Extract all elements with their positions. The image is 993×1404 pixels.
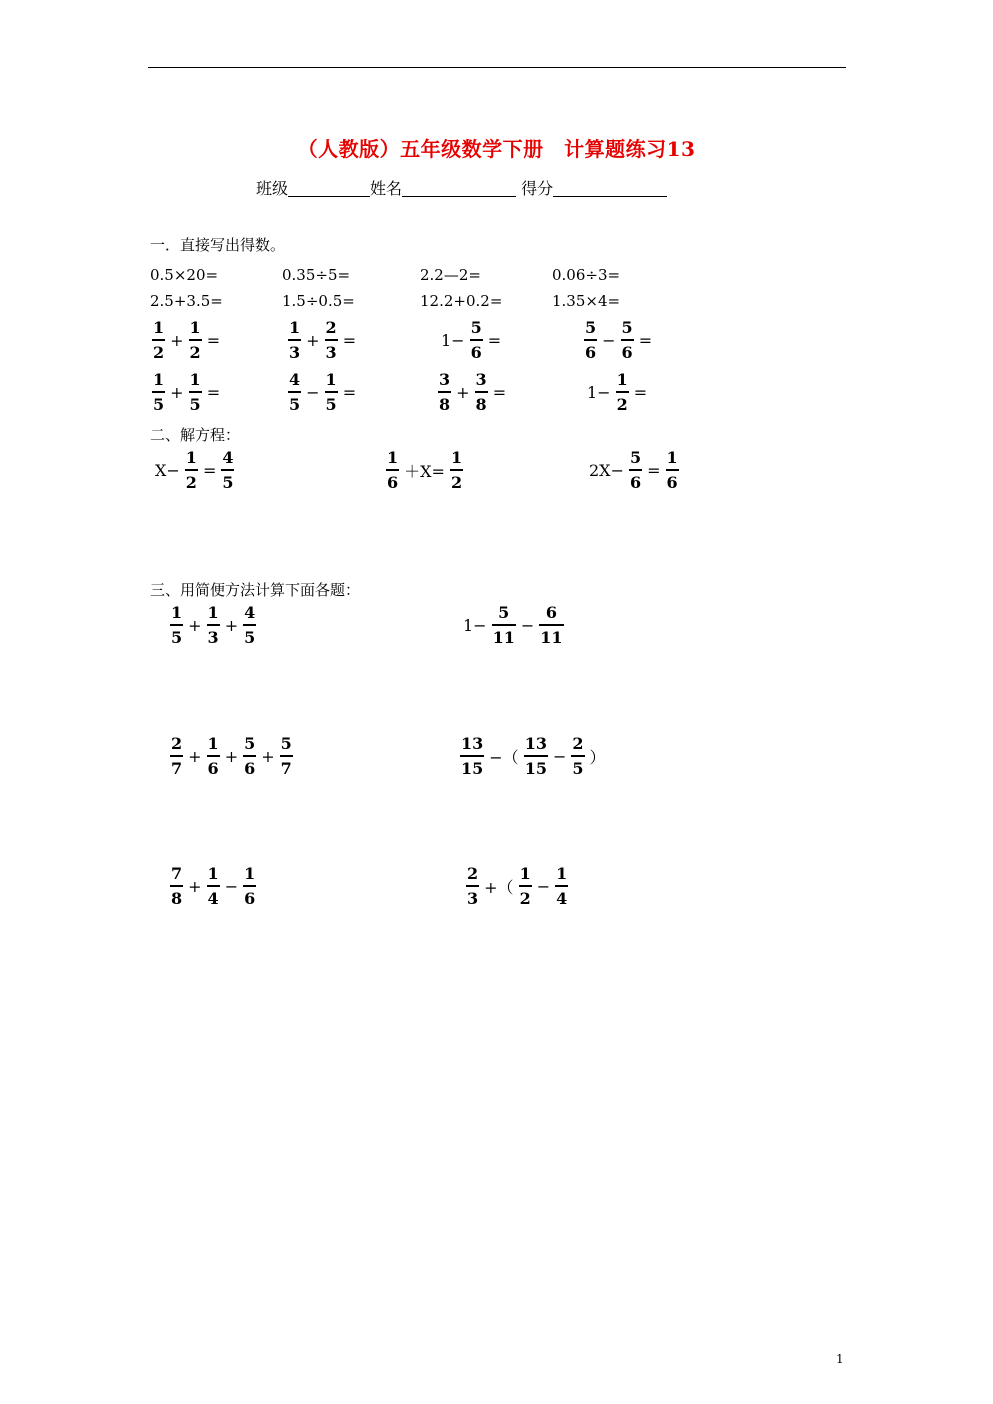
denominator: 2 bbox=[185, 472, 197, 492]
operator: + bbox=[224, 615, 239, 635]
denominator: 8 bbox=[475, 394, 487, 414]
problem: 0.35÷5= bbox=[282, 266, 351, 284]
fraction bbox=[185, 450, 198, 491]
numerator: 6 bbox=[545, 603, 557, 622]
numerator: 2 bbox=[572, 734, 584, 753]
numerator: 5 bbox=[585, 318, 597, 337]
problem: 0.06÷3= bbox=[552, 266, 621, 284]
operator: 1− bbox=[587, 382, 611, 402]
header-rule bbox=[148, 67, 846, 68]
denominator: 2 bbox=[189, 342, 201, 362]
operator: = bbox=[202, 460, 217, 480]
operator: + bbox=[261, 746, 275, 766]
fraction bbox=[288, 320, 301, 361]
name-label: 姓名 bbox=[370, 179, 403, 198]
numerator: 2 bbox=[171, 734, 183, 753]
fraction bbox=[152, 372, 165, 413]
operator: 1− bbox=[463, 615, 487, 635]
numerator: 1 bbox=[289, 318, 301, 337]
numerator: 4 bbox=[222, 448, 234, 467]
operator: = bbox=[487, 330, 502, 350]
operator: +（ bbox=[484, 877, 514, 897]
score-label: 得分 bbox=[521, 179, 554, 198]
simplify-problem bbox=[168, 866, 258, 907]
numerator: 13 bbox=[461, 734, 484, 753]
problem: 1.5÷0.5= bbox=[282, 292, 355, 310]
fraction bbox=[539, 605, 563, 646]
operator: + bbox=[456, 382, 470, 402]
denominator: 5 bbox=[171, 627, 183, 647]
simplify-problem bbox=[168, 605, 258, 646]
class-blank bbox=[288, 179, 370, 197]
numerator: 1 bbox=[207, 603, 219, 622]
numerator: 2 bbox=[467, 864, 479, 883]
numerator: 1 bbox=[450, 448, 463, 467]
equation bbox=[384, 450, 465, 491]
denominator: 15 bbox=[524, 758, 547, 778]
problem: 2.5+3.5= bbox=[150, 292, 223, 310]
fraction bbox=[519, 866, 532, 907]
fraction bbox=[621, 320, 634, 361]
denominator: 5 bbox=[572, 758, 584, 778]
name-blank bbox=[402, 179, 516, 197]
fraction bbox=[280, 736, 293, 777]
denominator: 5 bbox=[153, 394, 165, 414]
numerator: 5 bbox=[244, 734, 256, 753]
operator: = bbox=[206, 382, 221, 402]
denominator: 6 bbox=[387, 472, 399, 492]
numerator: 1 bbox=[189, 370, 201, 389]
fraction bbox=[584, 320, 597, 361]
fraction bbox=[571, 736, 584, 777]
fraction bbox=[524, 736, 548, 777]
denominator: 2 bbox=[616, 394, 628, 414]
fraction bbox=[170, 605, 183, 646]
numerator: 1 bbox=[171, 603, 183, 622]
numerator: 1 bbox=[185, 448, 197, 467]
fraction bbox=[243, 605, 256, 646]
fraction bbox=[288, 372, 301, 413]
operator: = bbox=[492, 382, 507, 402]
fraction-problem bbox=[150, 372, 223, 413]
fraction bbox=[243, 866, 256, 907]
fraction bbox=[207, 605, 220, 646]
fraction bbox=[460, 736, 484, 777]
operator: = bbox=[633, 382, 648, 402]
fraction bbox=[616, 372, 629, 413]
student-info-line bbox=[256, 176, 667, 199]
operator: −（ bbox=[489, 747, 519, 767]
denominator: 6 bbox=[629, 472, 642, 492]
problem: 1.35×4= bbox=[552, 292, 621, 310]
score-blank bbox=[553, 179, 667, 197]
numerator: 1 bbox=[207, 864, 219, 883]
operator: − bbox=[602, 330, 616, 350]
problem: 0.5×20= bbox=[150, 266, 219, 284]
fraction bbox=[629, 450, 642, 491]
operator: = bbox=[647, 460, 661, 480]
fraction bbox=[189, 320, 202, 361]
worksheet-title: （人教版）五年级数学下册 计算题练习13 bbox=[297, 137, 696, 161]
numerator: 1 bbox=[519, 864, 531, 883]
denominator: 5 bbox=[289, 394, 301, 414]
fraction-problem bbox=[150, 320, 223, 361]
fraction bbox=[170, 866, 183, 907]
numerator: 1 bbox=[244, 864, 256, 883]
numerator: 1 bbox=[325, 370, 337, 389]
operator: = bbox=[342, 330, 357, 350]
denominator: 6 bbox=[470, 342, 482, 362]
numerator: 1 bbox=[616, 370, 628, 389]
fraction bbox=[438, 372, 451, 413]
equation bbox=[586, 450, 681, 491]
fraction bbox=[555, 866, 568, 907]
fraction-problem bbox=[286, 320, 359, 361]
simplify-problem bbox=[464, 866, 570, 907]
operator: − bbox=[306, 382, 320, 402]
fraction-problem bbox=[438, 320, 504, 361]
fraction bbox=[207, 866, 220, 907]
numerator: 1 bbox=[666, 448, 678, 467]
fraction bbox=[470, 320, 483, 361]
fraction bbox=[325, 320, 338, 361]
operator: + bbox=[170, 330, 184, 350]
denominator: 3 bbox=[467, 888, 479, 908]
numerator: 5 bbox=[621, 318, 633, 337]
fraction bbox=[492, 605, 516, 646]
fraction-problem bbox=[286, 372, 359, 413]
denominator: 6 bbox=[621, 342, 633, 362]
numerator: 5 bbox=[280, 734, 292, 753]
numerator: 13 bbox=[524, 734, 547, 753]
denominator: 5 bbox=[189, 394, 201, 414]
numerator: 1 bbox=[556, 864, 568, 883]
section2-heading: 二、解方程： bbox=[150, 426, 241, 444]
operator: + bbox=[170, 382, 184, 402]
denominator: 5 bbox=[244, 627, 256, 647]
fraction bbox=[207, 736, 220, 777]
fraction-problem bbox=[436, 372, 509, 413]
fraction bbox=[450, 450, 463, 491]
denominator: 5 bbox=[325, 394, 337, 414]
operator: − bbox=[536, 876, 551, 896]
problem: 2.2—2= bbox=[420, 266, 481, 284]
fraction bbox=[170, 736, 183, 777]
operator: − bbox=[520, 615, 535, 635]
numerator: 1 bbox=[189, 318, 201, 337]
denominator: 7 bbox=[171, 758, 183, 778]
numerator: 1 bbox=[153, 370, 165, 389]
operator: − bbox=[224, 876, 239, 896]
numerator: 4 bbox=[244, 603, 256, 622]
denominator: 6 bbox=[244, 888, 256, 908]
simplify-problem bbox=[168, 736, 295, 777]
fraction bbox=[386, 450, 399, 491]
denominator: 3 bbox=[207, 627, 219, 647]
simplify-problem bbox=[458, 736, 609, 777]
fraction bbox=[243, 736, 256, 777]
operator: 1− bbox=[441, 330, 465, 350]
operator: + bbox=[306, 330, 320, 350]
fraction bbox=[152, 320, 165, 361]
numerator: 5 bbox=[470, 318, 482, 337]
fraction bbox=[325, 372, 338, 413]
fraction bbox=[475, 372, 488, 413]
fraction bbox=[466, 866, 479, 907]
denominator: 3 bbox=[325, 342, 337, 362]
operator: ＋X= bbox=[404, 461, 445, 481]
denominator: 8 bbox=[171, 888, 183, 908]
fraction bbox=[221, 450, 234, 491]
denominator: 11 bbox=[492, 627, 515, 647]
page-number: 1 bbox=[836, 1352, 844, 1366]
denominator: 2 bbox=[153, 342, 165, 362]
numerator: 4 bbox=[289, 370, 301, 389]
operator: = bbox=[206, 330, 221, 350]
operator: + bbox=[188, 876, 202, 896]
operator: = bbox=[342, 382, 357, 402]
numerator: 7 bbox=[171, 864, 183, 883]
operator: − bbox=[552, 746, 567, 766]
denominator: 11 bbox=[540, 627, 563, 647]
numerator: 3 bbox=[439, 370, 451, 389]
numerator: 2 bbox=[325, 318, 337, 337]
numerator: 1 bbox=[153, 318, 165, 337]
numerator: 5 bbox=[629, 448, 642, 467]
section1-heading: 一．直接写出得数。 bbox=[150, 236, 286, 254]
fraction bbox=[666, 450, 679, 491]
denominator: 2 bbox=[519, 888, 531, 908]
operator: + bbox=[188, 615, 202, 635]
simplify-problem bbox=[460, 605, 566, 646]
denominator: 6 bbox=[585, 342, 597, 362]
denominator: 6 bbox=[666, 472, 678, 492]
denominator: 6 bbox=[244, 758, 256, 778]
denominator: 3 bbox=[289, 342, 301, 362]
denominator: 2 bbox=[450, 472, 463, 492]
denominator: 4 bbox=[556, 888, 568, 908]
numerator: 1 bbox=[207, 734, 219, 753]
fraction-problem bbox=[584, 372, 650, 413]
fraction bbox=[189, 372, 202, 413]
denominator: 8 bbox=[439, 394, 451, 414]
denominator: 4 bbox=[207, 888, 219, 908]
equation bbox=[152, 450, 236, 491]
section3-heading: 三、用简便方法计算下面各题： bbox=[150, 581, 361, 599]
operator: X− bbox=[155, 460, 180, 480]
problem: 12.2+0.2= bbox=[420, 292, 503, 310]
operator: = bbox=[638, 330, 653, 350]
denominator: 5 bbox=[222, 472, 234, 492]
fraction-problem bbox=[582, 320, 655, 361]
denominator: 7 bbox=[280, 758, 292, 778]
class-label: 班级 bbox=[256, 179, 289, 198]
operator: + bbox=[188, 746, 202, 766]
operator: + bbox=[224, 746, 239, 766]
operator: 2X− bbox=[589, 460, 624, 480]
operator: ） bbox=[589, 747, 606, 767]
denominator: 6 bbox=[207, 758, 219, 778]
numerator: 5 bbox=[498, 603, 510, 622]
numerator: 3 bbox=[475, 370, 487, 389]
denominator: 15 bbox=[461, 758, 484, 778]
numerator: 1 bbox=[387, 448, 399, 467]
